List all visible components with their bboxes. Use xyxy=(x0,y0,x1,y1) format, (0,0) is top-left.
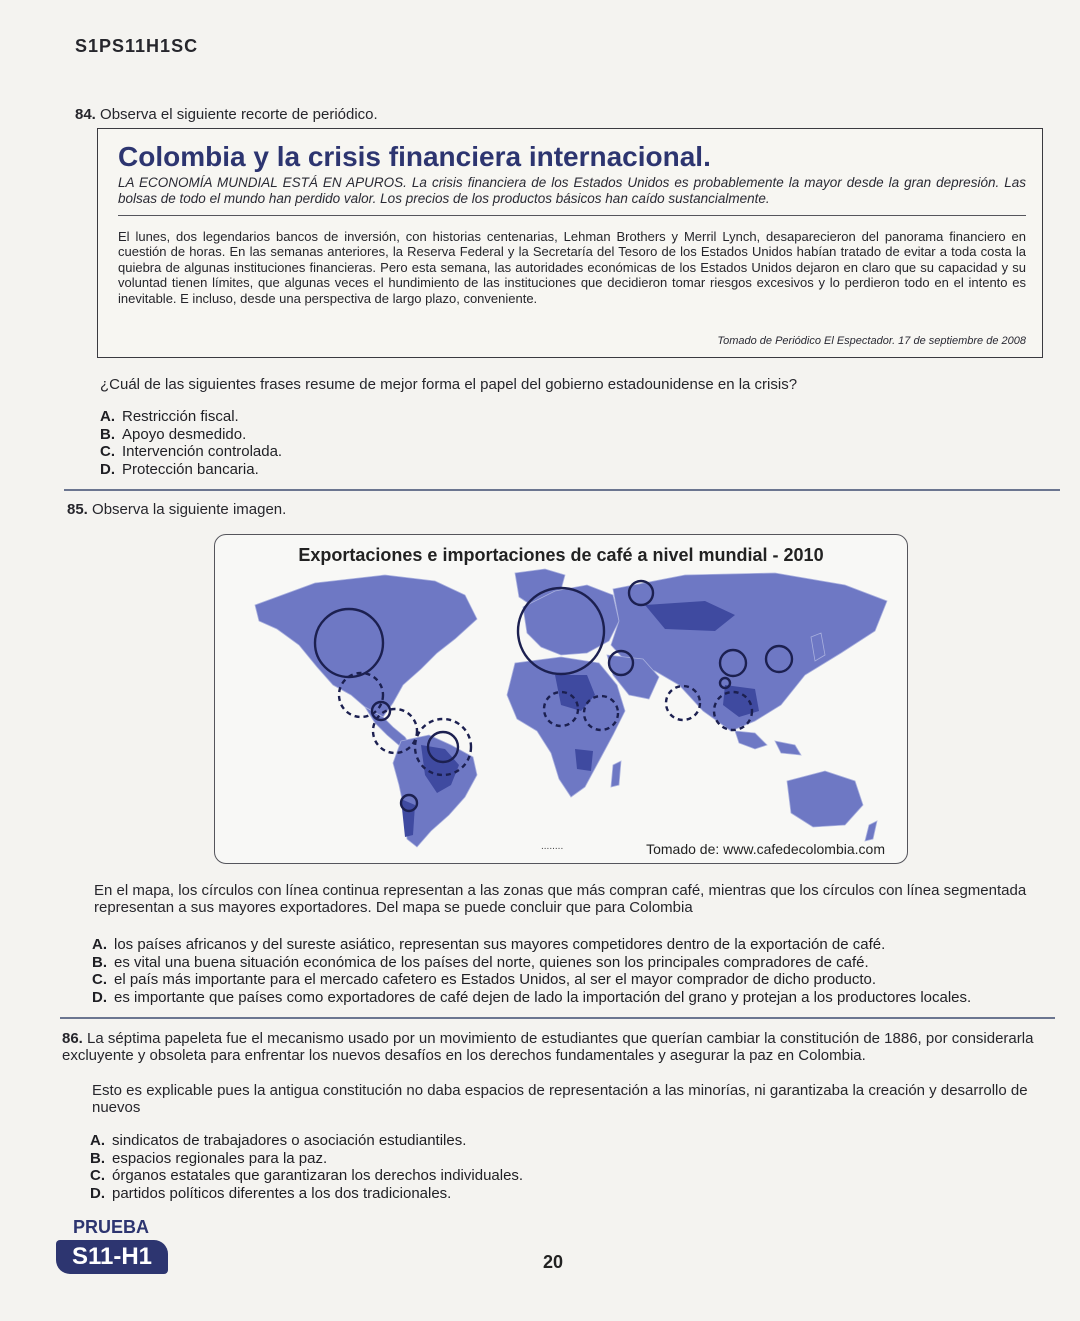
option-c[interactable] xyxy=(92,971,1052,989)
question-86-options xyxy=(90,1132,1050,1202)
australia-shape xyxy=(787,771,863,827)
page-number: 20 xyxy=(542,1252,564,1272)
option-letter: D. xyxy=(92,988,107,1006)
option-letter: A. xyxy=(92,936,107,953)
option-text: Apoyo desmedido. xyxy=(122,425,247,443)
new-zealand-shape xyxy=(865,821,877,841)
option-text: espacios regionales para la paz. xyxy=(112,1149,328,1167)
clipping-source: Tomado de Periódico El Espectador. 17 de septiembre de 2008 xyxy=(717,335,1026,347)
option-text: el país más importante para el mercado cafetero es Estados Unidos, al ser el mayor comprador de dicho producto. xyxy=(114,971,877,988)
world-map xyxy=(215,535,907,863)
north-america-shape xyxy=(255,575,477,717)
option-a[interactable] xyxy=(100,408,282,426)
option-text: es vital una buena situación económica de los países del norte, quienes son los principales compradores de café. xyxy=(114,953,869,971)
map-source: Tomado de: www.cafedecolombia.com xyxy=(646,841,885,857)
option-text: los países africanos y del sureste asiático, representan sus mayores competidores dentro de la exportación de café. xyxy=(114,936,886,953)
question-number: 84. xyxy=(75,106,96,123)
newspaper-clipping xyxy=(97,128,1043,358)
question-86-text-2: Esto es explicable pues la antigua constitución no daba espacios de representación a las minorías, ni garantizaba la creación y desarrollo de nuevos xyxy=(92,1082,1028,1116)
option-letter: B. xyxy=(92,953,107,971)
question-84-text: ¿Cuál de las siguientes frases resume de mejor forma el papel del gobierno estadounidense en la crisis? xyxy=(100,376,798,393)
option-d[interactable] xyxy=(100,461,282,479)
option-text: partidos políticos diferentes a los dos tradicionales. xyxy=(112,1184,452,1202)
footer-badge: S11-H1 xyxy=(56,1240,168,1274)
sea-islands-shape xyxy=(735,731,801,755)
question-84-prompt xyxy=(75,106,378,123)
question-number: 86. xyxy=(62,1030,83,1047)
option-b[interactable] xyxy=(100,426,282,444)
option-letter: C. xyxy=(92,971,107,988)
option-b[interactable] xyxy=(92,954,1052,972)
question-prompt-text: Observa la siguiente imagen. xyxy=(92,501,287,518)
question-number: 85. xyxy=(67,501,88,518)
clipping-subtitle: LA ECONOMÍA MUNDIAL ESTÁ EN APUROS. La crisis financiera de los Estados Unidos es probablemente la mayor desde la gran depresión. Las bolsas de todo el mundo han perdido valor. Los precios de los productos básicos han caído sustancialmente. xyxy=(118,175,1026,206)
option-a[interactable] xyxy=(92,936,1052,954)
option-text: Intervención controlada. xyxy=(122,443,283,460)
footer-label: PRUEBA xyxy=(73,1217,150,1237)
question-86-text xyxy=(62,1030,1052,1064)
option-letter: A. xyxy=(90,1132,105,1149)
option-c[interactable] xyxy=(90,1167,1050,1185)
option-letter: C. xyxy=(90,1167,105,1184)
option-letter: D. xyxy=(90,1184,105,1202)
option-letter: B. xyxy=(90,1149,105,1167)
question-85-options xyxy=(92,936,1052,1006)
option-d[interactable] xyxy=(90,1185,1050,1203)
option-text: es importante que países como exportadores de café dejen de lado la importación del grano y protejan a los productores locales. xyxy=(114,988,972,1006)
clipping-body: El lunes, dos legendarios bancos de inversión, con historias centenarias, Lehman Brothers y Merril Lynch, desaparecieron del panorama financiero en cuestión de horas. En las semanas anteriores, la Reserva Federal y la Secretaría del Tesoro de los Estados Unidos habían tratado de evitar a toda costa la quiebra de algunas instituciones financieras. Pero esta semana, las autoridades económicas de los Estados Unidos dejaron en claro que su capacidad y su voluntad tienen límites, que algunas veces el hundimiento de las instituciones que decidieron tomar riesgos excesivos y lo perdieron todo en el intento es inevitable. E incluso, desde una perspectiva de largo plazo, conveniente. xyxy=(118,229,1026,306)
madagascar-shape xyxy=(611,761,621,787)
option-text: órganos estatales que garantizaran los derechos individuales. xyxy=(112,1167,524,1184)
option-b[interactable] xyxy=(90,1150,1050,1168)
question-85-prompt xyxy=(67,501,286,518)
option-d[interactable] xyxy=(92,989,1052,1007)
map-title: Exportaciones e importaciones de café a nivel mundial - 2010 xyxy=(298,545,824,565)
dark-region-4 xyxy=(575,749,593,771)
map-small-mark: ........ xyxy=(541,841,564,852)
question-85-text: En el mapa, los círculos con línea continua representan a las zonas que más compran café, mientras que los círculos con línea segmentada representan a sus mayores exportadores. Del mapa se puede concluir que para Colombia xyxy=(94,882,1027,916)
dark-region-5 xyxy=(401,799,415,837)
option-letter: D. xyxy=(100,460,115,478)
exam-code: S1PS11H1SC xyxy=(75,36,199,56)
option-text: sindicatos de trabajadores o asociación estudiantiles. xyxy=(112,1132,467,1149)
option-text: Restricción fiscal. xyxy=(122,408,239,425)
coffee-map-figure xyxy=(214,534,908,864)
option-c[interactable] xyxy=(100,443,282,461)
option-text: Protección bancaria. xyxy=(122,460,259,478)
section-divider xyxy=(64,489,1060,491)
question-prompt-text: Observa el siguiente recorte de periódico. xyxy=(100,106,378,123)
exporter-circle-india xyxy=(666,686,700,720)
clipping-divider xyxy=(118,215,1026,216)
option-letter: B. xyxy=(100,425,115,443)
clipping-title: Colombia y la crisis financiera internacional. xyxy=(118,141,711,172)
question-84-options xyxy=(100,408,282,478)
section-divider xyxy=(60,1017,1055,1019)
question-86-statement: La séptima papeleta fue el mecanismo usado por un movimiento de estudiantes que querían cambiar la constitución de 1886, por considerarla excluyente y obsoleta para enfrentar los nuevos desafíos en los derechos fundamentales y asegurar la paz en Colombia. xyxy=(62,1030,1034,1064)
option-letter: A. xyxy=(100,408,115,425)
option-letter: C. xyxy=(100,443,115,460)
option-a[interactable] xyxy=(90,1132,1050,1150)
